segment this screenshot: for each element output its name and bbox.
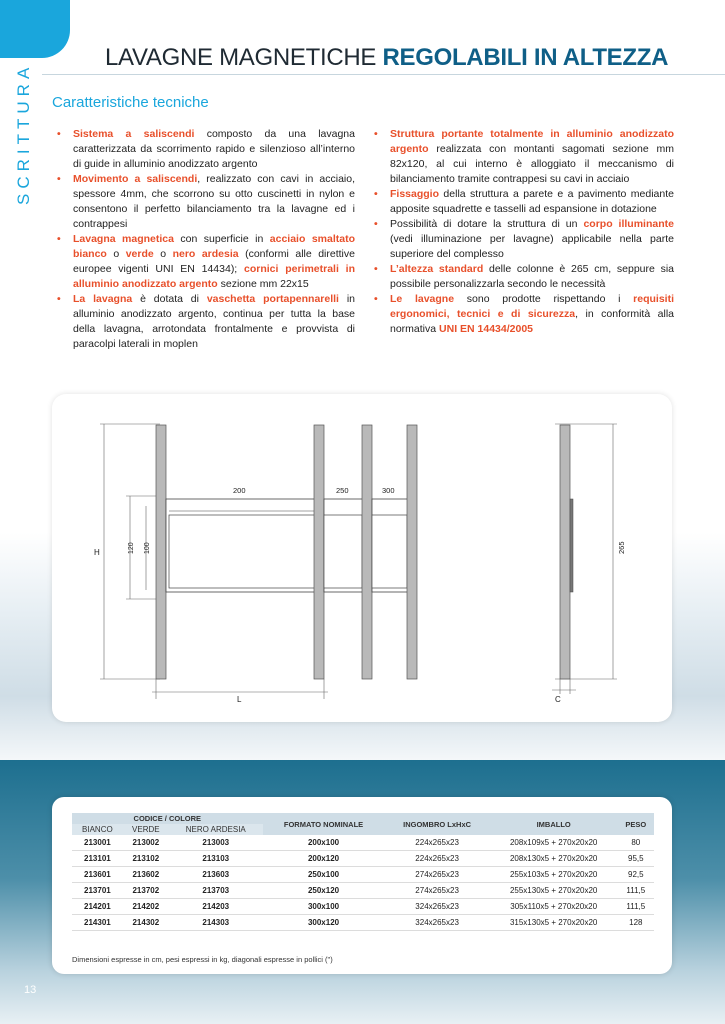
side-board — [570, 499, 573, 592]
col-header: NERO ARDESIA — [169, 824, 263, 835]
spec-table-body — [72, 835, 654, 931]
table-row — [72, 883, 654, 899]
board-surface-ext — [324, 515, 362, 588]
board-surface-ext — [372, 515, 407, 588]
table-cell: 214302 — [123, 915, 169, 931]
table-cell: 214201 — [72, 899, 123, 915]
table-cell: 213703 — [169, 883, 263, 899]
table-row — [72, 915, 654, 931]
technical-drawing — [52, 394, 672, 722]
table-cell: 128 — [618, 915, 654, 931]
dim-label-100: 100 — [144, 542, 151, 554]
table-cell: 224x265x23 — [384, 835, 489, 851]
dim-label-250: 250 — [336, 486, 349, 495]
side-section-label: SCRITTURA — [14, 62, 33, 205]
table-cell: 214301 — [72, 915, 123, 931]
table-cell: 200x120 — [263, 851, 385, 867]
table-cell: 255x130x5 + 270x20x20 — [490, 883, 618, 899]
dim-label-c: C — [555, 695, 561, 704]
table-cell: 250x100 — [263, 867, 385, 883]
table-cell: 213702 — [123, 883, 169, 899]
col-header: BIANCO — [72, 824, 123, 835]
dim-label-120: 120 — [128, 542, 135, 554]
title-accent: REGOLABILI IN ALTEZZA — [382, 44, 669, 71]
table-cell: 255x103x5 + 270x20x20 — [490, 867, 618, 883]
table-row — [72, 835, 654, 851]
board-surface — [169, 515, 315, 588]
page-title — [105, 44, 668, 72]
table-cell: 250x120 — [263, 883, 385, 899]
spec-item: • Movimento a saliscendi, realizzato con cavi in acciaio, spessore 4mm, che scorrono su otto cuscinetti in nylon e consentono il perfetto bilanciamento tra la lavagne ed i contrappesi — [73, 172, 355, 232]
spec-item: • Fissaggio della struttura a parete e a pavimento mediante apposite squadrette e tasselli ad espansione in dotazione — [390, 187, 674, 217]
spec-table-card — [52, 797, 672, 974]
spec-item: • L’altezza standard delle colonne è 265 cm, seppure sia possibile personalizzarla secondo le necessità — [390, 262, 674, 292]
specs-right-column — [372, 127, 674, 337]
title-divider — [42, 74, 725, 75]
table-cell: 315x130x5 + 270x20x20 — [490, 915, 618, 931]
table-cell: 80 — [618, 835, 654, 851]
table-cell: 208x130x5 + 270x20x20 — [490, 851, 618, 867]
table-cell: 111,5 — [618, 899, 654, 915]
column-right — [407, 425, 417, 679]
table-cell: 324x265x23 — [384, 899, 489, 915]
spec-table — [72, 813, 654, 931]
spec-item: • Lavagna magnetica con superficie in acciaio smaltato bianco o verde o nero ardesia (conformi alle direttive europee vigenti UNI EN 14434); cornici perimetrali in alluminio anodizzato argento sezione mm 22x15 — [73, 232, 355, 292]
spec-item: • Possibilità di dotare la struttura di un corpo illuminante (vedi illuminazione per lavagne) applicabile nella parte superiore del complesso — [390, 217, 674, 262]
spec-item: • Le lavagne sono prodotte rispettando i requisiti ergonomici, tecnici e di sicurezza, in conformità alla normativa UNI EN 14434/2005 — [390, 292, 674, 337]
specs-left-column — [55, 127, 355, 352]
table-cell: 274x265x23 — [384, 867, 489, 883]
column-left — [156, 425, 166, 679]
technical-drawing-card — [52, 394, 672, 722]
spec-item: • Struttura portante totalmente in alluminio anodizzato argento realizzata con montanti sagomati sezione mm 82x120, al cui interno è alloggiato il meccanismo di bilanciamento tramite contrappesi su cavi in acciaio — [390, 127, 674, 187]
column-mid-1 — [314, 425, 324, 679]
table-cell: 213002 — [123, 835, 169, 851]
table-cell: 213103 — [169, 851, 263, 867]
col-header: VERDE — [123, 824, 169, 835]
table-cell: 213101 — [72, 851, 123, 867]
dim-label-200: 200 — [233, 486, 246, 495]
table-cell: 214202 — [123, 899, 169, 915]
table-cell: 224x265x23 — [384, 851, 489, 867]
table-cell: 208x109x5 + 270x20x20 — [490, 835, 618, 851]
spec-item: • La lavagna è dotata di vaschetta portapennarelli in alluminio anodizzato argento, continua per tutta la base della lavagna, arrotondata frontalmente e provvista di paracolpi laterali in moplen — [73, 292, 355, 352]
table-cell: 213701 — [72, 883, 123, 899]
column-mid-2 — [362, 425, 372, 679]
col-header: PESO — [618, 813, 654, 835]
page-number: 13 — [24, 984, 37, 996]
table-footnote: Dimensioni espresse in cm, pesi espressi in kg, diagonali espresse in pollici (") — [72, 955, 333, 964]
col-header: IMBALLO — [490, 813, 618, 835]
table-cell: 92,5 — [618, 867, 654, 883]
side-column — [560, 425, 570, 679]
table-row — [72, 899, 654, 915]
table-row — [72, 867, 654, 883]
table-cell: 300x120 — [263, 915, 385, 931]
table-cell: 214203 — [169, 899, 263, 915]
dim-label-h: H — [94, 548, 100, 557]
table-cell: 111,5 — [618, 883, 654, 899]
dim-label-300: 300 — [382, 486, 395, 495]
col-header: INGOMBRO LxHxC — [384, 813, 489, 835]
table-cell: 213603 — [169, 867, 263, 883]
table-cell: 305x110x5 + 270x20x20 — [490, 899, 618, 915]
table-cell: 95,5 — [618, 851, 654, 867]
group-header: CODICE / COLORE — [72, 813, 263, 824]
table-cell: 213601 — [72, 867, 123, 883]
title-plain: LAVAGNE MAGNETICHE — [105, 44, 383, 71]
table-cell: 200x100 — [263, 835, 385, 851]
section-title: Caratteristiche tecniche — [52, 94, 209, 111]
col-header: FORMATO NOMINALE — [263, 813, 385, 835]
table-cell: 213102 — [123, 851, 169, 867]
table-cell: 213602 — [123, 867, 169, 883]
dim-label-l: L — [237, 695, 242, 704]
table-row — [72, 851, 654, 867]
table-cell: 214303 — [169, 915, 263, 931]
table-cell: 213003 — [169, 835, 263, 851]
dim-label-265: 265 — [617, 541, 626, 554]
table-cell: 213001 — [72, 835, 123, 851]
table-cell: 274x265x23 — [384, 883, 489, 899]
spec-item: • Sistema a saliscendi composto da una lavagna caratterizzata da scorrimento rapido e silenzioso all’interno di guide in alluminio anodizzato argento — [73, 127, 355, 172]
table-cell: 324x265x23 — [384, 915, 489, 931]
table-cell: 300x100 — [263, 899, 385, 915]
